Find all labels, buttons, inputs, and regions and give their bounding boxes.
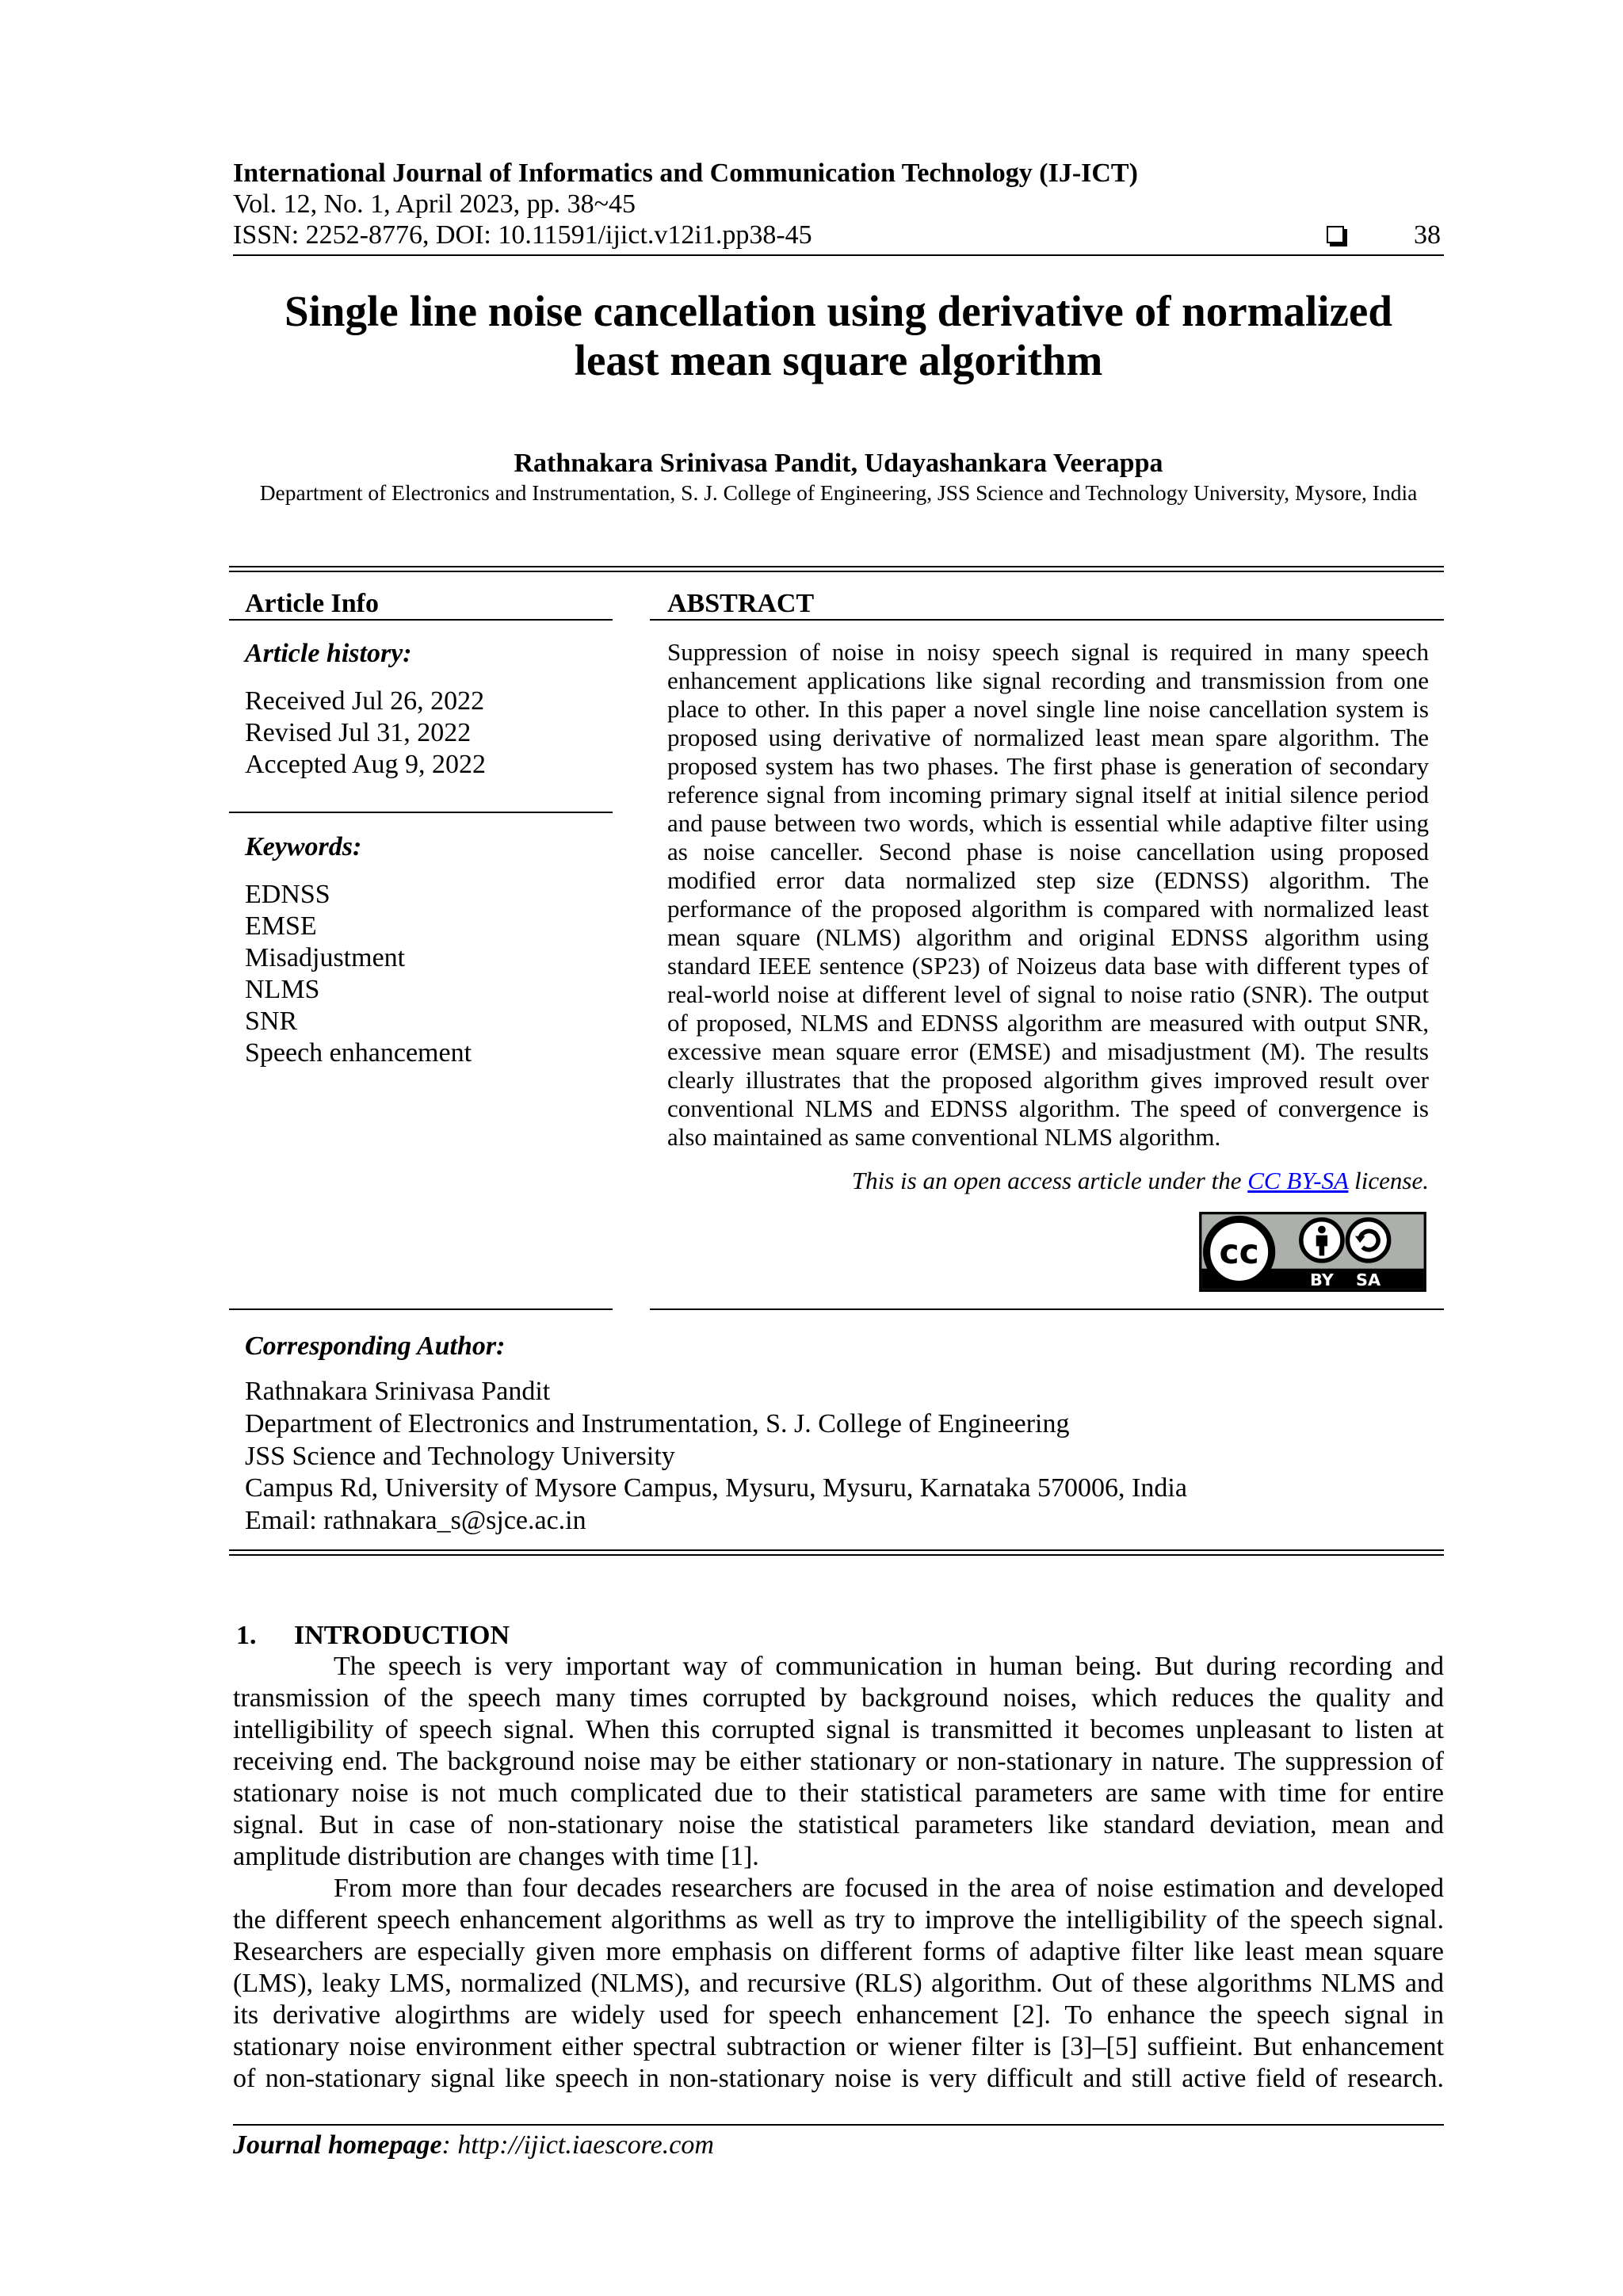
cc-by-sa-badge-image — [1198, 1212, 1427, 1292]
keywords-list — [245, 879, 609, 1069]
paragraph-line: amplitude distribution are changes with time [1]. — [233, 1842, 759, 1871]
paragraph-line: Researchers are especially given more emphasis on different forms of adaptive filter like least mean square — [233, 1937, 1444, 1966]
paragraph-line: stationary noise environment either spectral subtraction or wiener filter is [3]–[5] suffieint. But enhancement — [233, 2032, 1444, 2061]
paragraph-line: stationary noise is not much complicated due to their statistical parameters are same with time for entire — [233, 1778, 1444, 1808]
section-title: INTRODUCTION — [294, 1621, 510, 1650]
abstract-line: mean square (NLMS) algorithm and original EDNSS algorithm using — [667, 923, 1429, 951]
article-info-divider — [229, 812, 613, 813]
history-received: Received Jul 26, 2022 — [245, 686, 485, 716]
abstract-line: performance of the proposed algorithm is compared with normalized least — [667, 895, 1429, 923]
corresponding-author-address: Campus Rd, University of Mysore Campus, Mysuru, Mysuru, Karnataka 570006, India — [245, 1473, 1187, 1503]
corresponding-author-name: Rathnakara Srinivasa Pandit — [245, 1377, 551, 1406]
corresponding-author-details — [245, 1376, 1434, 1538]
title-line: Single line noise cancellation using derivative of normalized — [285, 287, 1392, 335]
corresponding-author-heading: Corresponding Author: — [245, 1331, 506, 1361]
abstract-line: of proposed, NLMS and EDNSS algorithm are measured with output SNR, — [667, 1009, 1429, 1037]
abstract-line: Suppression of noise in noisy speech signal is required in many speech — [667, 638, 1429, 666]
corresponding-author-department: Department of Electronics and Instrumentation, S. J. College of Engineering — [245, 1408, 1070, 1438]
double-rule-bottom — [229, 1549, 1444, 1551]
journal-name: International Journal of Informatics and Communication Technology (IJ-ICT) — [233, 159, 1138, 188]
abstract-line: also maintained as same conventional NLMS algorithm. — [667, 1123, 1221, 1151]
paragraph-line: From more than four decades researchers are focused in the area of noise estimation and developed — [334, 1874, 1444, 1903]
abstract-underline — [650, 619, 1444, 621]
abstract-line: clearly illustrates that the proposed algorithm gives improved result over — [667, 1066, 1429, 1094]
cc-icon — [1207, 1219, 1272, 1284]
footer-rule — [233, 2124, 1444, 2126]
abstract-heading: ABSTRACT — [667, 589, 815, 618]
abstract-line: real-world noise at different level of signal to noise ratio (SNR). The output — [667, 980, 1429, 1008]
share-alike-icon — [1347, 1220, 1388, 1261]
keyword-item: Misadjustment — [245, 943, 406, 972]
abstract-bottom-rule — [650, 1308, 1444, 1310]
abstract-body — [667, 638, 1429, 1152]
license-prefix: This is an open access article under the — [851, 1167, 1248, 1194]
article-info-underline — [229, 619, 613, 621]
author-list: Rathnakara Srinivasa Pandit, Udayashankara Veerappa — [514, 449, 1163, 478]
page-number: 38 — [1414, 220, 1441, 250]
license-suffix: license. — [1348, 1167, 1429, 1194]
author-affiliation: Department of Electronics and Instrumentation, S. J. College of Engineering, JSS Science and Technology University, Mysore, India — [259, 480, 1418, 505]
article-history-list — [245, 686, 609, 781]
paragraph-line: transmission of the speech many times corrupted by background noises, which reduces the quality and — [233, 1683, 1444, 1713]
journal-homepage-label: Journal homepage — [233, 2130, 442, 2160]
license-link[interactable]: CC BY-SA — [1247, 1167, 1349, 1194]
history-accepted: Accepted Aug 9, 2022 — [245, 750, 487, 779]
keyword-item: EMSE — [245, 911, 317, 941]
paragraph-line: intelligibility of speech signal. When this corrupted signal is transmitted it becomes unpleasant to listen at — [233, 1715, 1444, 1744]
article-info-bottom-rule — [229, 1308, 613, 1310]
square-box-icon — [1327, 226, 1344, 243]
paper-title — [233, 287, 1444, 385]
introduction-body — [233, 1651, 1444, 2095]
paragraph-line: signal. But in case of non-stationary noise the statistical parameters like standard deviation, mean and — [233, 1810, 1444, 1839]
abstract-line: proposed using derivative of normalized least mean spare algorithm. The — [667, 724, 1429, 751]
journal-header — [233, 158, 1263, 250]
paragraph-line: receiving end. The background noise may be either stationary or non-stationary in nature. The suppression of — [233, 1747, 1444, 1776]
paragraph-line: The speech is very important way of communication in human being. But during recording and — [334, 1652, 1444, 1681]
keyword-item: SNR — [245, 1007, 298, 1036]
svg-text:cc: cc — [1219, 1232, 1259, 1272]
article-history-label: Article history: — [245, 639, 412, 668]
abstract-line: as noise canceller. Second phase is noise cancellation using proposed — [667, 838, 1429, 865]
double-rule-top — [229, 571, 1444, 572]
double-rule-bottom — [229, 1554, 1444, 1556]
abstract-line: reference signal from incoming primary signal itself at initial silence period — [667, 781, 1429, 808]
paragraph-line: (LMS), leaky LMS, normalized (NLMS), and recursive (RLS) algorithm. Out of these algorithms NLMS and — [233, 1969, 1444, 1998]
header-rule — [233, 254, 1444, 256]
keyword-item: Speech enhancement — [245, 1038, 472, 1068]
keywords-label: Keywords: — [245, 832, 362, 861]
journal-issn-doi: ISSN: 2252-8776, DOI: 10.11591/ijict.v12i1.pp38-45 — [233, 220, 812, 250]
paragraph-line: its derivative alogirthms are widely used for speech enhancement [2]. To enhance the speech signal in — [233, 2000, 1444, 2030]
abstract-line: standard IEEE sentence (SP23) of Noizeus data base with different types of — [667, 952, 1429, 980]
badge-sa-label: SA — [1355, 1270, 1381, 1290]
cc-by-sa-badge[interactable] — [1198, 1212, 1427, 1292]
abstract-line: and pause between two words, which is essential while adaptive filter using — [667, 809, 1429, 837]
abstract-line: enhancement applications like signal recording and transmission from one — [667, 667, 1429, 694]
keyword-item: NLMS — [245, 975, 320, 1004]
paragraph-line: the different speech enhancement algorithms as well as try to improve the intelligibility of the speech signal. — [233, 1905, 1444, 1935]
paragraph-line: of non-stationary signal like speech in non-stationary noise is very difficult and still active field of research. — [233, 2064, 1444, 2093]
journal-volume: Vol. 12, No. 1, April 2023, pp. 38~45 — [233, 189, 636, 219]
journal-homepage-url: : http://ijict.iaescore.com — [441, 2130, 714, 2160]
attribution-person-icon — [1301, 1220, 1342, 1261]
history-revised: Revised Jul 31, 2022 — [245, 718, 472, 747]
journal-homepage — [233, 2130, 1444, 2160]
abstract-line: place to other. In this paper a novel single line noise cancellation system is — [667, 695, 1429, 723]
license-statement — [667, 1167, 1429, 1195]
abstract-line: conventional NLMS and EDNSS algorithm. The speed of convergence is — [667, 1095, 1429, 1122]
abstract-line: modified error data normalized step size (EDNSS) algorithm. The — [667, 866, 1429, 894]
corresponding-author-email: Email: rathnakara_s@sjce.ac.in — [245, 1506, 586, 1535]
section-number: 1. — [236, 1621, 257, 1650]
title-line: least mean square algorithm — [574, 336, 1103, 384]
article-info-heading: Article Info — [245, 589, 380, 618]
abstract-line: proposed system has two phases. The first phase is generation of secondary — [667, 752, 1429, 780]
double-rule-top — [229, 566, 1444, 567]
abstract-line: excessive mean square error (EMSE) and misadjustment (M). The results — [667, 1037, 1429, 1065]
badge-by-label: BY — [1309, 1270, 1334, 1290]
corresponding-author-university: JSS Science and Technology University — [245, 1441, 675, 1471]
keyword-item: EDNSS — [245, 880, 330, 909]
